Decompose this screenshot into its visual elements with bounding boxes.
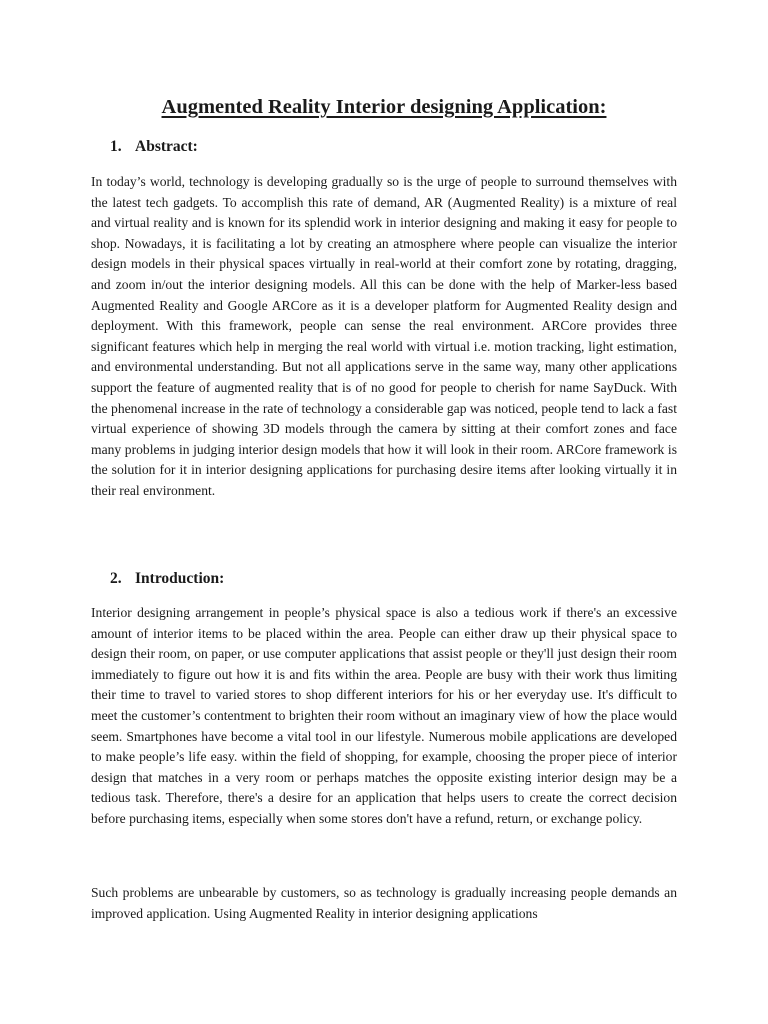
section-heading-text: Abstract: <box>135 138 198 155</box>
section-number: 1. <box>110 138 122 155</box>
section-number: 2. <box>110 570 122 587</box>
document-title: Augmented Reality Interior designing Application: <box>161 96 607 118</box>
introduction-paragraph: Interior designing arrangement in people’s physical space is also a tedious work if there's an excessive amount of interior items to be placed within the area. People can either draw up their physical space to design their room, on paper, or use computer applications that assist people or they'll just design their room immediately to figure out how it is and fits within the area. People are busy with their work thus limiting their time to travel to varied stores to shop different interiors for his or her everyday use. It's difficult to meet the customer’s contentment to brighten their room without an imaginary view of how the place would seem. Smartphones have become a vital tool in our lifestyle. Numerous mobile applications are developed to make people’s life easy. within the field of shopping, for example, choosing the proper piece of interior design that matches in a very room or perhaps matches the opposite existing interior design may be a tedious task. Therefore, there's a desire for an application that helps users to create the correct decision before purchasing items, especially when some stores don't have a refund, return, or exchange policy. <box>91 605 677 826</box>
introduction-paragraph: Such problems are unbearable by customers, so as technology is gradually increasing people demands an improved application. Using Augmented Reality in interior designing applications <box>91 885 677 921</box>
section-heading-text: Introduction: <box>135 570 225 587</box>
section-heading-abstract <box>110 137 198 157</box>
section-heading-introduction <box>110 569 224 589</box>
abstract-paragraph: In today’s world, technology is developing gradually so is the urge of people to surround themselves with the latest tech gadgets. To accomplish this rate of demand, AR (Augmented Reality) is a mixture of real and virtual reality and is known for its splendid work in interior designing and making it easy for people to shop. Nowadays, it is facilitating a lot by creating an atmosphere where people can visualize the interior design models in their physical spaces virtually in real-world at their comfort zone by rotating, dragging, and zoom in/out the interior designing models. All this can be done with the help of Marker-less based Augmented Reality and Google ARCore as it is a developer platform for Augmented Reality design and deployment. With this framework, people can sense the real environment. ARCore provides three significant features which help in merging the real world with virtual i.e. motion tracking, light estimation, and environmental understanding. But not all applications serve in the same way, many other applications support the feature of augmented reality that is of no good for people to cherish for name SayDuck. With the phenomenal increase in the rate of technology a considerable gap was noticed, people tend to lack a fast virtual experience of showing 3D models through the camera by sitting at their comfort zones and face many problems in judging interior design models that how it will look in their room. ARCore framework is the solution for it in interior designing applications for purchasing desire items after looking virtually it in their real environment. <box>91 174 677 498</box>
